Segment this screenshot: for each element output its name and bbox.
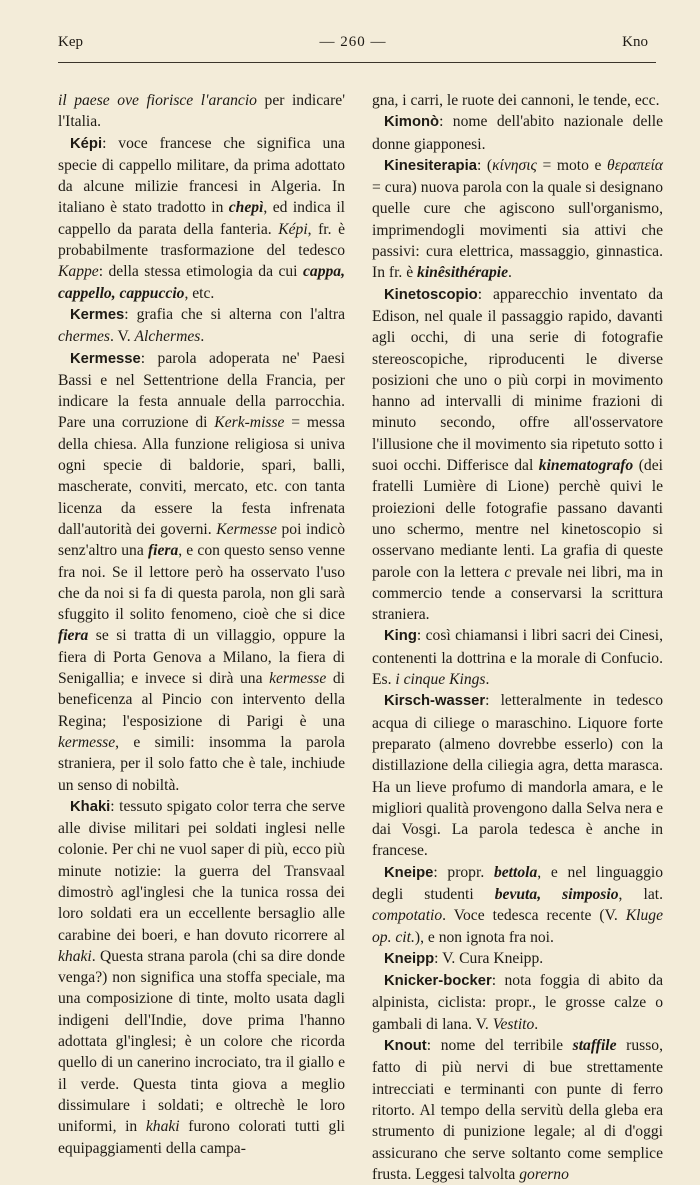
- entry-king: King: così chiamansi i libri sacri dei Cinesi, contenenti la dottrina e la morale di Confucio. Es. i cinque Kings.: [372, 627, 663, 689]
- greek-word: κίνησις: [492, 156, 537, 174]
- page-number: — 260 —: [319, 34, 387, 50]
- entry-knout: Knout: nome del terribile staffile russo, fatto di più nervi di bue strettamente intrecciati e terminanti con punte di ferro ritorto. Al tempo della servitù della gleba era strumento di punizione legale; al di d'oggi assicurano che serve soltanto come semplice frusta. Leggesi talvolta gorerno: [372, 1037, 663, 1183]
- headword: Kinetoscopio: [384, 286, 478, 303]
- header-guide-word-left: Kep: [58, 34, 83, 50]
- headword: Kinesiterapia: [384, 157, 477, 174]
- right-column: [372, 90, 663, 1185]
- greek-word: θεραπεία: [607, 156, 663, 174]
- entry-continuation: gna, i carri, le ruote dei cannoni, le tende, ecc.: [372, 92, 660, 109]
- running-header: [58, 34, 648, 58]
- headword: Knicker-bocker: [384, 973, 492, 990]
- headword: Kermesse: [70, 350, 141, 367]
- headword: Kneipp: [384, 950, 435, 967]
- entry-khaki: Khaki: tessuto spigato color terra che serve alle divise militari pei soldati inglesi nelle colonie. Per chi ne vuol saper di più, ecco più minute notizie: la guerra del Transvaal dimostrò agl'inglesi che la tunica rossa dei loro soldati era un eccellente bersaglio alle carabine dei boeri, e han dovuto ricorrere al khaki. Questa strana parola (chi sa dire donde venga?) non significa una stoffa speciale, ma una composizione di tinte, molto usata dagli indigeni dell'Indie, dove prima l'hanno adottata gl'inglesi; è un colore che ricorda quello di un canerino incrociato, tra il giallo e il verde. Questa tinta giova a meglio dissimulare i soldati; e oltrechè le loro uniformi, in khaki furono colorati tutti gli equipaggiamenti della campa-: [58, 797, 345, 1157]
- headword: Kermes: [70, 306, 125, 323]
- headword: Kneipe: [384, 864, 434, 881]
- entry-kermes: Kermes: grafia che si alterna con l'altra chermes. V. Alchermes.: [58, 305, 345, 346]
- entry-knicker-bocker: Knicker-bocker: nota foggia di abito da alpinista, ciclista: propr., le grosse calze o gambali di lana. V. Vestito.: [372, 972, 663, 1033]
- header-rule: [58, 62, 656, 63]
- entry-kneipp: Kneipp: V. Cura Kneipp.: [384, 949, 544, 967]
- headword: Kirsch-wasser: [384, 693, 486, 710]
- entry-kinetoscopio: Kinetoscopio: apparecchio inventato da Edison, nel quale il passaggio rapido, davanti agli occhi, di una serie di fotografie stereoscopiche, riproducenti le diverse posizioni che uno o più corpi in movimento hanno ad intervalli di minime frazioni di minuto secondo, offre all'osservatore l'illusione che il movimento sia ripetuto sotto i suoi occhi. Differisce dal kinematografo (dei fratelli Lumière di Lione) perchè quivi le proiezioni delle fotografie passano davanti uno schermo, mentre nel kinetoscopio si osservano mediante lenti. La grafia di queste parole con la lettera c prevale nei libri, ma in commercio tende a conservarsi la scrittura straniera.: [372, 285, 664, 624]
- entry-kimono: Kimonò: nome dell'abito nazionale delle donne giapponesi.: [372, 113, 663, 153]
- entry-kneipe: Kneipe: propr. bettola, e nel linguaggio degli studenti bevuta, simposio, lat. compotatio. Voce tedesca recente (V. Kluge op. cit.), e non ignota fra noi.: [372, 863, 663, 946]
- entry-kermesse: Kermesse: parola adoperata ne' Paesi Bassi e nel Settentrione della Francia, per indicare la festa annuale della parrocchia. Pare una corruzione di Kerk-misse = messa della chiesa. Alla funzione religiosa si univa ogni specie di baldorie, spari, balli, mascherate, conviti, mercato, etc. con tanta licenza da essere la festa infrenata dall'autorità dei governi. Kermesse poi indicò senz'altro una fiera, e con questo senso venne fra noi. Se il lettore però ha osservato l'uso che da noi si fa di questa parola, non gli sarà sfuggito il solito fenomeno, cioè che si dice fiera se si tratta di un villaggio, oppure la fiera di Porta Genova a Milano, la fiera di Senigallia; e invece si dirà una kermesse di beneficenza al Pincio con intervento della Regina; l'esposizione di Parigi è una kermesse, e simili: insomma la parola straniera, per il solo fatto che è tale, inchiude un senso di nobiltà.: [58, 349, 346, 794]
- entry-kirsch-wasser: Kirsch-wasser: letteralmente in tedesco acqua di ciliege o maraschino. Liquore forte preparato (almeno dovrebbe esserlo) con la distillazione della ciliegia agra, detta marasca. Ha un lieve profumo di mandorla amara, e le migliori qualità provengono dalla Selva nera e dai Vosgi. La parola tedesca è anche in francese.: [372, 692, 663, 860]
- entry-kinesiterapia: Kinesiterapia: (κίνησις = moto e θεραπεία = cura) nuova parola con la quale si designano quelle cure che agiscono sull'organismo, imprimendogli movimenti sia attivi che passivi: cura elettrica, massaggio, ginnastica. In fr. è kinêsithérapie.: [372, 156, 663, 282]
- headword: Khaki: [70, 798, 111, 815]
- left-column: [58, 90, 345, 1159]
- entry-continuation: il paese ove fiorisce l'arancio per indicare' l'Italia.: [58, 92, 346, 131]
- header-guide-word-right: Kno: [622, 34, 648, 50]
- entry-kepi: Képi: voce francese che significa una specie di cappello militare, da prima adottato da alcune milizie francesi in Algeria. In italiano è stato tradotto in chepì, ed indica il cappello da parata della fanteria. Képi, fr. è probabilmente trasformazione del tedesco Kappe: della stessa etimologia da cui cappa, cappello, cappuccio, etc.: [58, 134, 345, 302]
- headword: Képi: [70, 135, 103, 152]
- headword: Kimonò: [384, 114, 440, 131]
- headword: Knout: [384, 1038, 427, 1055]
- headword: King: [384, 628, 417, 645]
